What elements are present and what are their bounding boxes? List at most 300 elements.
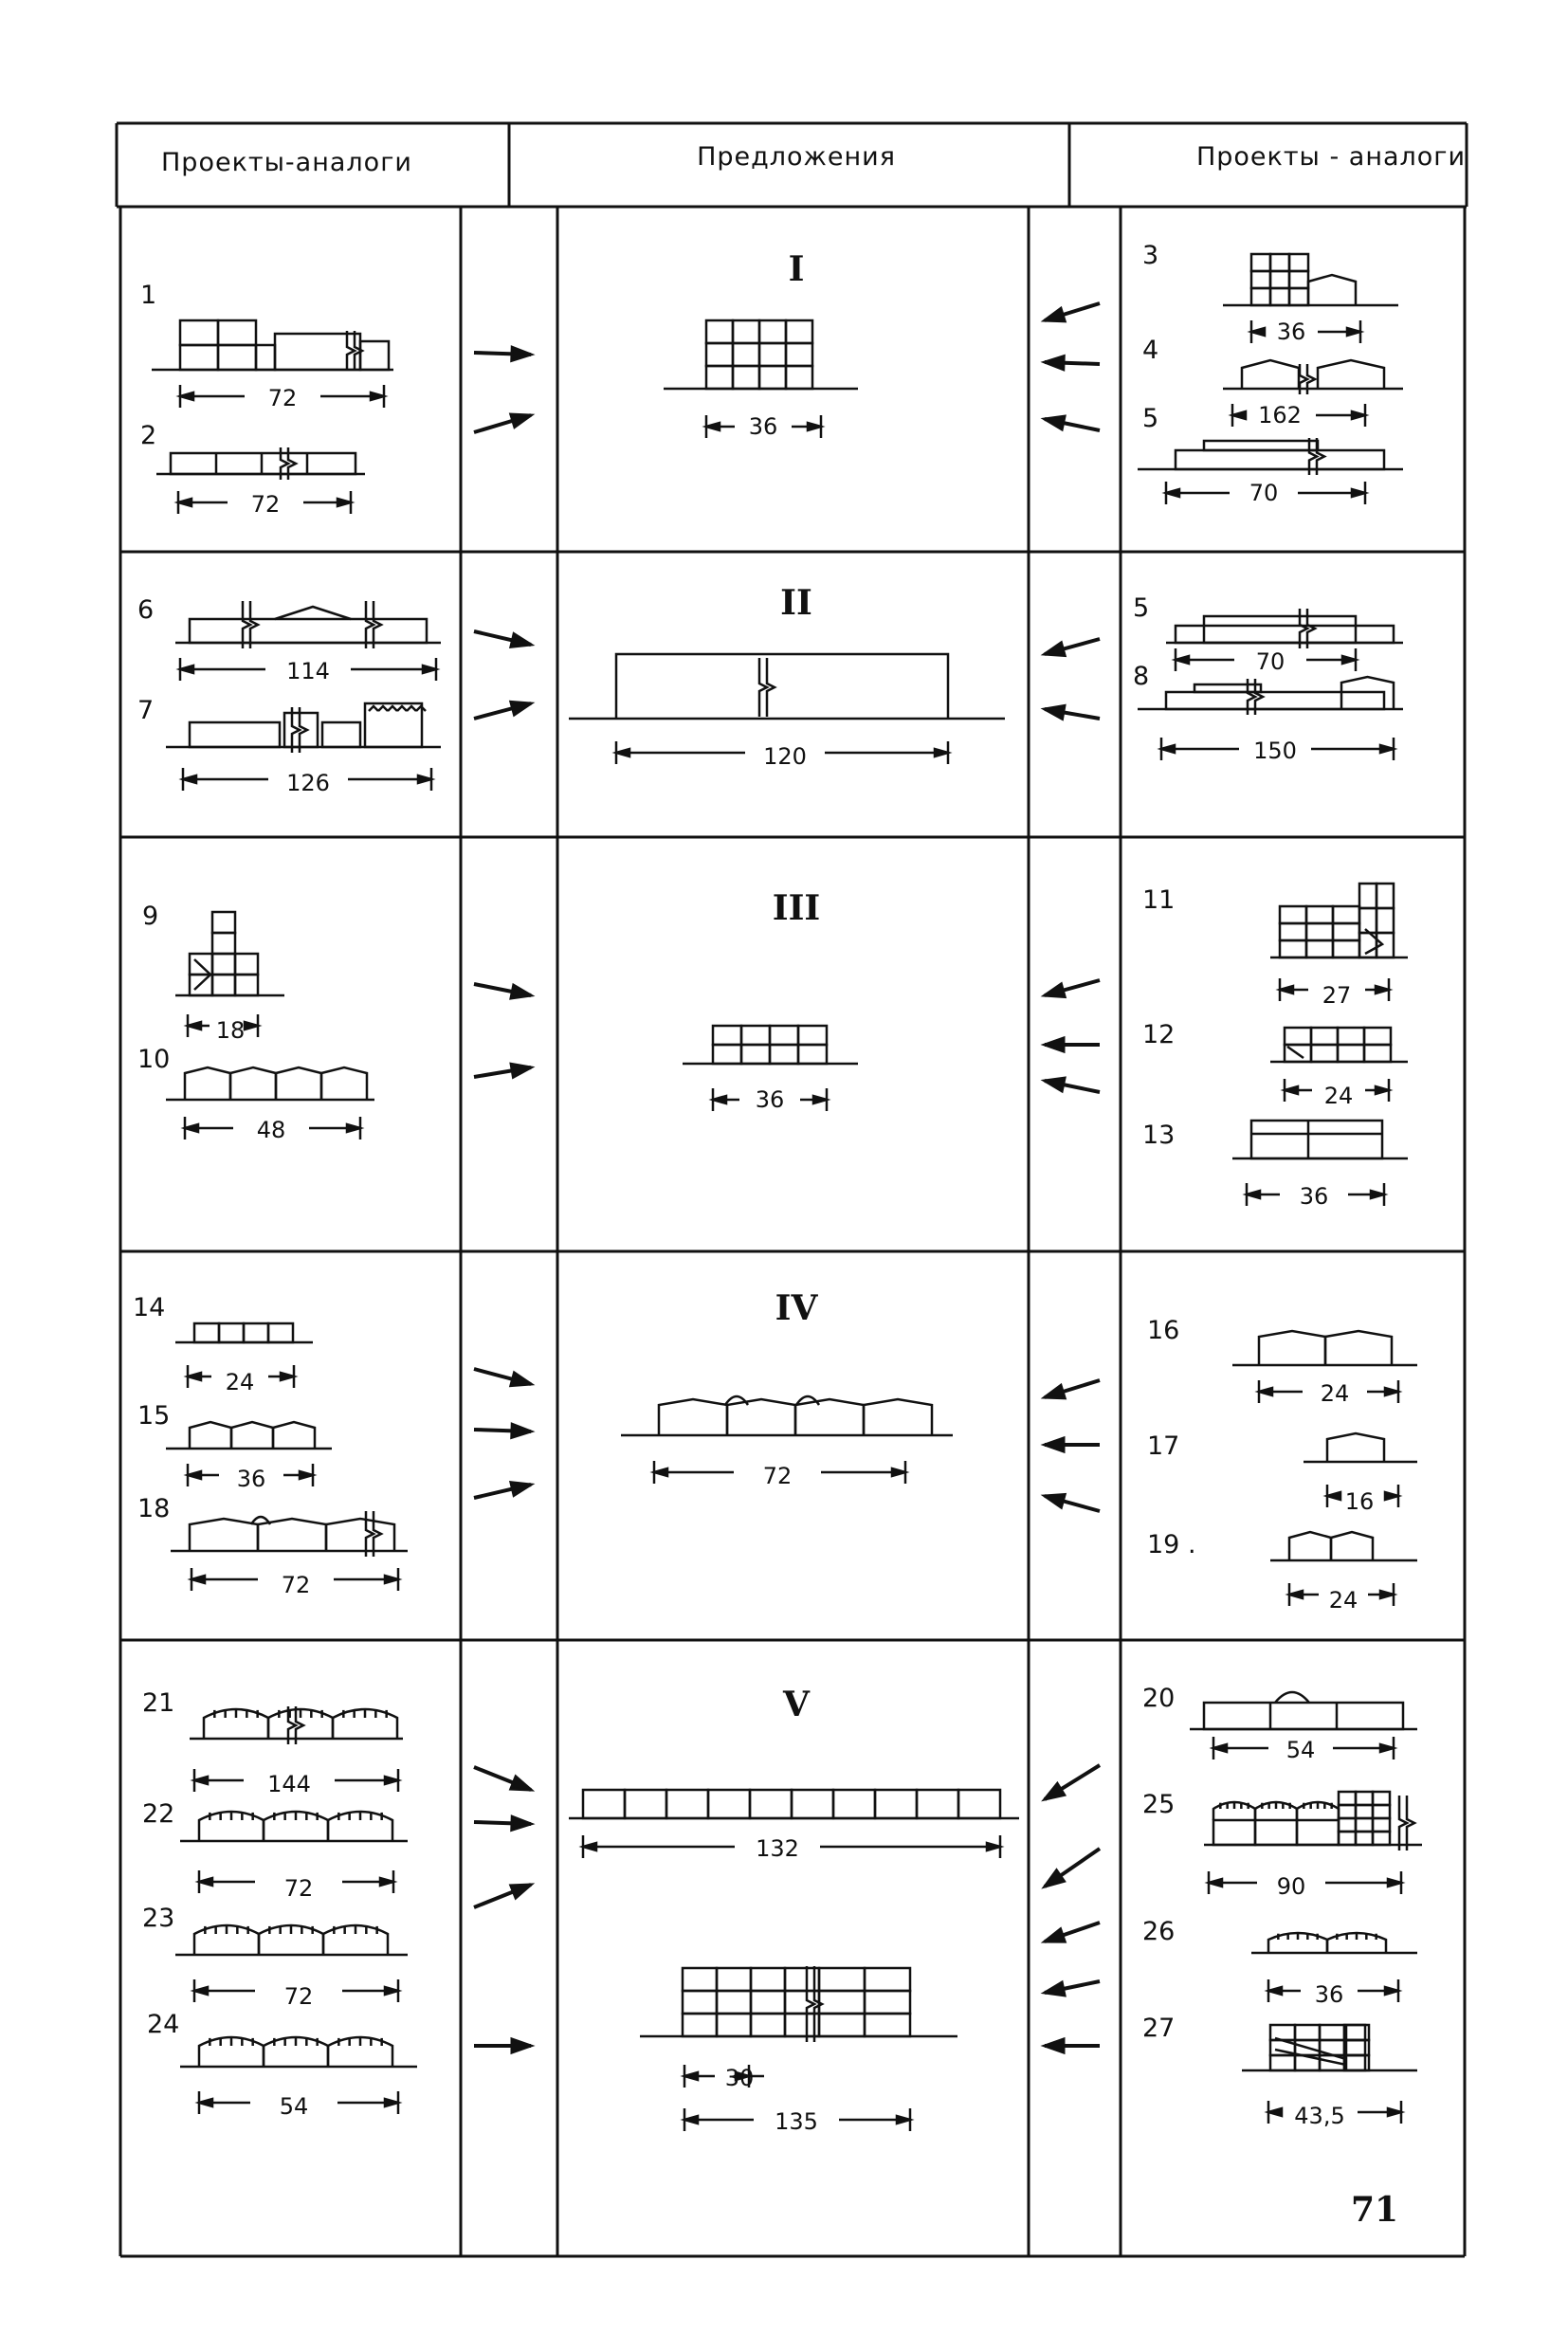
project-number: 13 bbox=[1142, 1121, 1176, 1150]
direction-arrow bbox=[474, 1369, 531, 1386]
bay bbox=[770, 1045, 798, 1064]
gable-building bbox=[1308, 275, 1356, 305]
bay bbox=[706, 343, 733, 366]
project-number: 12 bbox=[1142, 1020, 1176, 1049]
direction-arrow bbox=[474, 2039, 531, 2052]
direction-arrow bbox=[1045, 705, 1100, 719]
direction-arrow bbox=[474, 631, 531, 647]
dimension-label: 72 bbox=[267, 385, 298, 411]
dimension-arrowhead bbox=[1232, 411, 1246, 419]
project-number: 3 bbox=[1142, 241, 1159, 270]
dimension-arrowhead bbox=[245, 1022, 258, 1030]
dimension-label: 144 bbox=[267, 1771, 311, 1797]
direction-arrow bbox=[474, 702, 531, 719]
direction-arrow bbox=[474, 1483, 531, 1498]
project-number: 18 bbox=[137, 1494, 171, 1523]
bay bbox=[1270, 254, 1289, 271]
building-section bbox=[1166, 692, 1384, 709]
bay bbox=[276, 1067, 321, 1100]
bay bbox=[958, 1790, 1000, 1818]
direction-arrow bbox=[1045, 1438, 1100, 1451]
bay bbox=[212, 912, 235, 933]
project-number: 27 bbox=[1142, 2014, 1176, 2043]
bay bbox=[180, 345, 218, 370]
bay bbox=[1325, 1331, 1392, 1365]
bay bbox=[1339, 1818, 1356, 1832]
roof bbox=[275, 607, 351, 619]
project-number: 20 bbox=[1142, 1684, 1176, 1713]
bay bbox=[1255, 1820, 1297, 1845]
dimension-arrowhead bbox=[1280, 986, 1293, 994]
bay bbox=[321, 1067, 367, 1100]
bay bbox=[1308, 275, 1356, 305]
direction-arrow bbox=[474, 347, 531, 360]
arrow-head bbox=[511, 1777, 531, 1790]
dimension-label: 114 bbox=[286, 658, 330, 684]
direction-arrow bbox=[474, 1816, 531, 1830]
dimension-arrowhead bbox=[337, 499, 351, 506]
direction-arrow bbox=[1045, 1038, 1100, 1051]
building-section bbox=[1176, 450, 1384, 469]
arrow-head bbox=[511, 634, 531, 647]
bay bbox=[1339, 1792, 1356, 1805]
bay bbox=[751, 1991, 785, 2014]
arrow-head bbox=[511, 1885, 531, 1898]
bay bbox=[717, 1968, 751, 1991]
dimension-arrowhead bbox=[1342, 656, 1356, 664]
bay bbox=[1339, 1805, 1356, 1818]
direction-arrow bbox=[1045, 1765, 1100, 1799]
dimension-label: 54 bbox=[1285, 1737, 1316, 1763]
arrow-head bbox=[1045, 1784, 1065, 1799]
bay bbox=[1270, 271, 1289, 288]
dimension-arrowhead bbox=[1385, 1388, 1398, 1395]
project-number: 6 bbox=[137, 595, 155, 625]
bay bbox=[875, 1790, 917, 1818]
gable-building bbox=[1318, 360, 1384, 389]
building-section bbox=[180, 320, 256, 370]
building-section bbox=[212, 912, 235, 954]
arched-building bbox=[199, 1812, 392, 1841]
project-number: 25 bbox=[1142, 1790, 1176, 1819]
dimension-label: 72 bbox=[283, 1875, 314, 1902]
bay bbox=[713, 1045, 741, 1064]
dimension-label: 36 bbox=[236, 1466, 266, 1492]
bay bbox=[1356, 1792, 1373, 1805]
building-section bbox=[171, 453, 356, 474]
dimension-label: 135 bbox=[775, 2108, 818, 2135]
bay bbox=[1311, 1045, 1338, 1062]
dimension-arrowhead bbox=[347, 1124, 360, 1132]
dimension-arrowhead bbox=[1388, 2108, 1401, 2116]
page-number: 71 bbox=[1351, 2190, 1399, 2230]
bay bbox=[708, 1790, 750, 1818]
dimension-arrowhead bbox=[892, 1468, 905, 1476]
bay bbox=[231, 1422, 273, 1449]
dimension-label: 36 bbox=[1314, 1981, 1344, 2008]
building-section bbox=[1270, 2025, 1369, 2070]
bay bbox=[1356, 1818, 1373, 1832]
bay bbox=[1297, 1820, 1339, 1845]
bay bbox=[1377, 908, 1394, 933]
dimension-label: 70 bbox=[1249, 480, 1279, 506]
dimension-arrowhead bbox=[180, 392, 193, 400]
dimension-label: 72 bbox=[283, 1983, 314, 2010]
bay bbox=[268, 1323, 293, 1342]
dimension-arrowhead bbox=[1371, 1191, 1384, 1198]
building-section bbox=[1251, 254, 1308, 305]
dimension-arrowhead bbox=[1259, 1388, 1272, 1395]
building-section bbox=[322, 722, 360, 747]
building-section bbox=[1176, 626, 1394, 643]
bay bbox=[798, 1026, 827, 1045]
bay bbox=[256, 345, 275, 370]
dimension-arrowhead bbox=[1352, 411, 1365, 419]
dimension-arrowhead bbox=[1176, 656, 1189, 664]
bay bbox=[917, 1790, 958, 1818]
bay bbox=[727, 1399, 795, 1435]
arrow-head bbox=[1045, 984, 1065, 996]
dimension-arrowhead bbox=[616, 749, 629, 757]
project-number: 8 bbox=[1133, 662, 1150, 691]
bay bbox=[1331, 1532, 1373, 1560]
table-grid bbox=[117, 123, 1467, 2256]
bay bbox=[706, 320, 733, 343]
bay bbox=[759, 343, 786, 366]
building-section bbox=[190, 722, 280, 747]
dimension-arrowhead bbox=[897, 2116, 910, 2124]
bay bbox=[833, 1790, 875, 1818]
bay bbox=[751, 2014, 785, 2036]
bay bbox=[1285, 1028, 1311, 1045]
bay bbox=[683, 1991, 717, 2014]
building-section bbox=[1194, 684, 1261, 692]
arrow-head bbox=[1045, 1495, 1065, 1507]
dimension-arrowhead bbox=[423, 665, 436, 673]
dimension-label: 18 bbox=[215, 1017, 246, 1044]
bay bbox=[1242, 360, 1299, 389]
bay bbox=[1289, 271, 1308, 288]
arrow-head bbox=[511, 985, 531, 998]
bay bbox=[218, 320, 256, 345]
arrow-head bbox=[1045, 1038, 1064, 1051]
dimension-arrowhead bbox=[178, 499, 191, 506]
bay bbox=[1373, 1805, 1390, 1818]
dimension-arrowhead bbox=[684, 2072, 698, 2080]
dimension-label: 72 bbox=[762, 1463, 793, 1489]
dimension-label: 48 bbox=[256, 1117, 286, 1143]
roman-numeral-4: IV bbox=[775, 1288, 818, 1328]
project-number: 4 bbox=[1142, 336, 1159, 365]
bay bbox=[190, 1422, 231, 1449]
bay bbox=[865, 2014, 910, 2036]
bay bbox=[1306, 940, 1333, 957]
bay bbox=[1338, 1028, 1364, 1045]
dimension-label: 36 bbox=[755, 1086, 785, 1113]
bay bbox=[1251, 288, 1270, 305]
dimension-arrowhead bbox=[1388, 1879, 1401, 1887]
bay bbox=[258, 1519, 326, 1551]
header-left: Проекты-аналоги bbox=[161, 148, 412, 177]
direction-arrow bbox=[474, 1064, 531, 1077]
gable-building bbox=[190, 1519, 394, 1551]
project-number: 5 bbox=[1142, 404, 1159, 433]
gable-building bbox=[190, 1422, 315, 1449]
bay bbox=[741, 1026, 770, 1045]
dimension-arrowhead bbox=[713, 1096, 726, 1103]
bay bbox=[625, 1790, 666, 1818]
bay bbox=[1333, 906, 1359, 923]
dimension-arrowhead bbox=[180, 665, 193, 673]
direction-arrow bbox=[474, 414, 531, 432]
dimension-arrowhead bbox=[188, 1471, 201, 1479]
project-number: 21 bbox=[142, 1688, 175, 1718]
gable-building bbox=[1242, 360, 1299, 389]
bay bbox=[1251, 254, 1270, 271]
project-number: 23 bbox=[142, 1904, 175, 1933]
dimension-label: 24 bbox=[1328, 1587, 1358, 1614]
project-number: 10 bbox=[137, 1045, 171, 1074]
dimension-label: 36 bbox=[1299, 1183, 1329, 1210]
dimension-arrowhead bbox=[1347, 328, 1360, 336]
building-section bbox=[190, 954, 258, 995]
arched-building bbox=[194, 1925, 388, 1955]
dimension-line bbox=[1251, 320, 1360, 343]
dimension-label: 36 bbox=[748, 413, 778, 440]
direction-arrow bbox=[1045, 1078, 1100, 1092]
dimension-label: 16 bbox=[1344, 1488, 1375, 1515]
dimension-label: 54 bbox=[279, 2093, 309, 2120]
arrow-head bbox=[511, 1064, 531, 1077]
dimension-arrowhead bbox=[1268, 2108, 1282, 2116]
dimension-arrowhead bbox=[1385, 1492, 1398, 1500]
truss bbox=[388, 706, 397, 711]
bay bbox=[1289, 288, 1308, 305]
direction-arrow bbox=[1045, 416, 1100, 430]
dimension-arrowhead bbox=[684, 2116, 698, 2124]
dimension-arrowhead bbox=[188, 1022, 201, 1030]
bay bbox=[1311, 1028, 1338, 1045]
direction-arrow bbox=[474, 1885, 531, 1907]
dimension-arrowhead bbox=[935, 749, 948, 757]
project-number: 7 bbox=[137, 696, 155, 725]
bay bbox=[770, 1026, 798, 1045]
bay bbox=[1327, 1433, 1384, 1462]
bay bbox=[326, 1519, 394, 1551]
gable-building bbox=[1289, 1532, 1373, 1560]
dimension-arrowhead bbox=[1352, 489, 1365, 497]
direction-arrow bbox=[1045, 980, 1100, 996]
bay bbox=[706, 366, 733, 389]
bay bbox=[273, 1422, 315, 1449]
bay bbox=[218, 345, 256, 370]
bay bbox=[1289, 254, 1308, 271]
gable-building bbox=[185, 1067, 367, 1100]
dimension-arrowhead bbox=[385, 1987, 398, 1995]
bay bbox=[1280, 940, 1306, 957]
dimension-arrowhead bbox=[281, 1373, 294, 1380]
truss bbox=[378, 706, 388, 711]
dimension-arrowhead bbox=[385, 1576, 398, 1583]
bay bbox=[235, 975, 258, 995]
bay bbox=[212, 975, 235, 995]
direction-arrow bbox=[1045, 1495, 1100, 1511]
arrow-head bbox=[1045, 2039, 1064, 2052]
dimension-arrowhead bbox=[300, 1471, 313, 1479]
dimension-label: 132 bbox=[756, 1835, 799, 1862]
project-number: 15 bbox=[137, 1401, 171, 1431]
building-section bbox=[819, 1968, 910, 2036]
arrow-head bbox=[512, 347, 531, 360]
project-number: 16 bbox=[1147, 1316, 1180, 1345]
gable-building bbox=[1259, 1331, 1392, 1365]
bay bbox=[212, 954, 235, 975]
arched-building bbox=[1213, 1802, 1339, 1820]
dimension-arrowhead bbox=[1161, 745, 1175, 753]
direction-arrow bbox=[474, 1767, 531, 1790]
bay bbox=[230, 1067, 276, 1100]
building-section bbox=[1339, 1792, 1390, 1845]
bay bbox=[864, 1399, 932, 1435]
dimension-arrowhead bbox=[1247, 1191, 1260, 1198]
bay bbox=[683, 1968, 717, 1991]
building-section bbox=[706, 320, 812, 389]
bay bbox=[741, 1045, 770, 1064]
project-number: 5 bbox=[1133, 593, 1150, 623]
bay bbox=[1346, 2025, 1365, 2040]
dimension-arrowhead bbox=[191, 1576, 205, 1583]
dimension-arrowhead bbox=[654, 1468, 667, 1476]
building-section bbox=[1251, 1121, 1382, 1158]
dimension-label: 120 bbox=[763, 743, 807, 770]
dimension-label: 36 bbox=[1276, 319, 1306, 345]
arrow-head bbox=[512, 2039, 531, 2052]
arrow-head bbox=[511, 1483, 531, 1496]
dimension-label: 27 bbox=[1322, 982, 1352, 1009]
dimension-label: 24 bbox=[225, 1369, 255, 1395]
bay bbox=[1359, 884, 1377, 908]
dimension-label: 43,5 bbox=[1294, 2103, 1345, 2129]
building-section bbox=[190, 619, 427, 643]
bay bbox=[1280, 923, 1306, 940]
arrow-head bbox=[511, 702, 531, 715]
bay bbox=[1270, 2055, 1295, 2070]
dimension-arrowhead bbox=[1268, 1987, 1282, 1995]
dimension-arrowhead bbox=[185, 1124, 198, 1132]
building-section bbox=[360, 341, 389, 370]
dimension-arrowhead bbox=[813, 1096, 827, 1103]
building-section bbox=[1213, 1820, 1339, 1845]
bay bbox=[1306, 923, 1333, 940]
building-section bbox=[1204, 616, 1356, 643]
bay bbox=[583, 1790, 625, 1818]
dimension-label: 24 bbox=[1323, 1083, 1354, 1109]
direction-arrow bbox=[1045, 1981, 1100, 1996]
bay bbox=[219, 1323, 244, 1342]
bay bbox=[1356, 1832, 1373, 1845]
arched-building bbox=[199, 2037, 392, 2067]
dimension-arrowhead bbox=[418, 775, 431, 783]
bay bbox=[1270, 288, 1289, 305]
dimension-arrowhead bbox=[199, 1878, 212, 1886]
roman-numeral-5: V bbox=[783, 1685, 810, 1724]
bay bbox=[750, 1790, 792, 1818]
bay bbox=[1356, 1805, 1373, 1818]
project-number: 1 bbox=[140, 281, 157, 310]
skylight bbox=[1275, 1692, 1309, 1703]
dimension-arrowhead bbox=[1380, 1744, 1394, 1752]
bay bbox=[1364, 1028, 1391, 1045]
brace bbox=[1287, 1047, 1304, 1058]
bay bbox=[185, 1067, 230, 1100]
dimension-arrowhead bbox=[1376, 1086, 1389, 1094]
arched-building bbox=[1268, 1933, 1386, 1953]
direction-arrow bbox=[474, 1424, 531, 1437]
bay bbox=[1213, 1820, 1255, 1845]
dimension-label: 72 bbox=[281, 1572, 311, 1598]
project-number: 11 bbox=[1142, 885, 1176, 915]
arrow-head bbox=[1045, 308, 1065, 320]
arrow-head bbox=[512, 1816, 531, 1830]
arrow-head bbox=[1045, 1982, 1065, 1996]
bay bbox=[1251, 271, 1270, 288]
bay bbox=[666, 1790, 708, 1818]
project-number: 9 bbox=[142, 902, 159, 931]
project-number: 2 bbox=[140, 421, 157, 450]
project-number: 24 bbox=[147, 2010, 180, 2039]
dimension-arrowhead bbox=[194, 1777, 208, 1784]
dimension-arrowhead bbox=[1209, 1879, 1222, 1887]
dimension-label: 126 bbox=[286, 770, 330, 796]
dimension-arrowhead bbox=[371, 392, 384, 400]
bay bbox=[819, 1991, 865, 2014]
direction-arrow bbox=[1045, 356, 1100, 370]
bay bbox=[795, 1399, 864, 1435]
bay bbox=[1339, 1832, 1356, 1845]
gable-building bbox=[1327, 1433, 1384, 1462]
dimension-arrowhead bbox=[1385, 1987, 1398, 1995]
bay bbox=[759, 366, 786, 389]
building-section bbox=[1346, 2025, 1365, 2070]
building-outline bbox=[616, 654, 948, 719]
dimension-arrowhead bbox=[1376, 986, 1389, 994]
bay bbox=[1373, 1792, 1390, 1805]
bay bbox=[759, 320, 786, 343]
bay bbox=[180, 320, 218, 345]
truss bbox=[369, 706, 378, 711]
bay bbox=[1346, 2055, 1365, 2070]
dimension-arrowhead bbox=[183, 775, 196, 783]
dimension-label: 24 bbox=[1320, 1380, 1350, 1407]
bay bbox=[1346, 2040, 1365, 2055]
arrow-head bbox=[1045, 1929, 1065, 1942]
bay bbox=[733, 343, 759, 366]
direction-arrow bbox=[1045, 2039, 1100, 2052]
bay bbox=[713, 1026, 741, 1045]
direction-arrow bbox=[474, 984, 531, 998]
bay bbox=[792, 1790, 833, 1818]
arrow-head bbox=[1045, 1870, 1064, 1887]
dimension-arrowhead bbox=[1380, 1591, 1394, 1598]
building-section bbox=[194, 1323, 293, 1342]
dimension-arrowhead bbox=[1380, 745, 1394, 753]
project-number: 14 bbox=[133, 1293, 166, 1322]
dimension-label: 70 bbox=[1255, 648, 1285, 675]
bay bbox=[1377, 884, 1394, 908]
bay bbox=[717, 2014, 751, 2036]
header-right: Проекты - аналоги bbox=[1195, 142, 1467, 172]
dimension-arrowhead bbox=[987, 1843, 1000, 1851]
